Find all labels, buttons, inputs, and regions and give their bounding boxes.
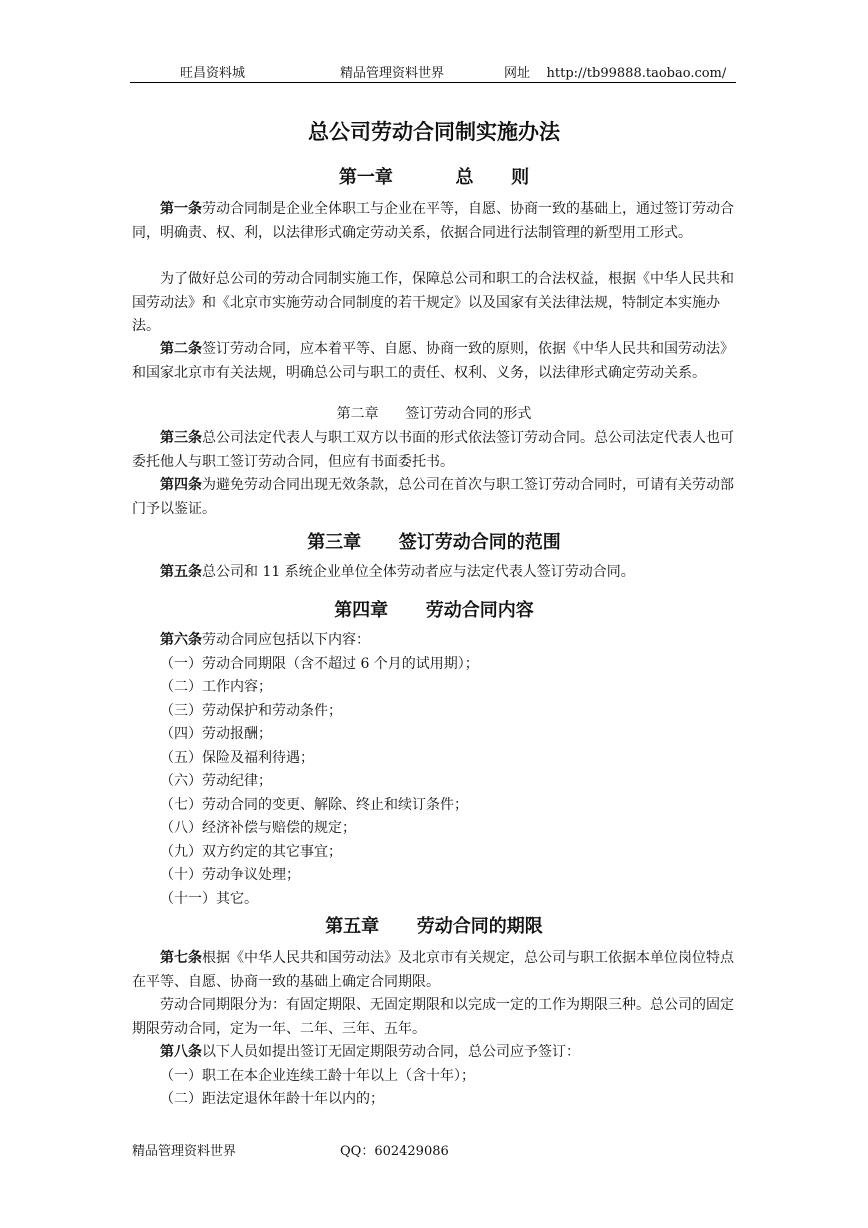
article-6-text: 劳动合同应包括以下内容： xyxy=(202,632,370,648)
list-item: （四）劳动报酬； xyxy=(160,726,272,742)
article-4-label: 第四条 xyxy=(160,477,202,493)
header-center: 精品管理资料世界 xyxy=(340,66,445,81)
list-item: （六）劳动纪律； xyxy=(160,773,272,789)
page-header xyxy=(130,62,736,83)
footer-qq: QQ：602429086 xyxy=(340,1144,449,1159)
chapter-5-heading: 第五章 劳动合同的期限 xyxy=(325,916,543,937)
article-1 xyxy=(132,198,742,245)
article-7 xyxy=(132,947,742,994)
header-url: 网址 http://tb99888.taobao.com/ xyxy=(504,66,727,81)
article-5-label: 第五条 xyxy=(160,564,202,580)
list-item: （九）双方约定的其它事宜； xyxy=(160,844,342,860)
article-5-text: 总公司和 11 系统企业单位全体劳动者应与法定代表人签订劳动合同。 xyxy=(202,564,635,580)
list-item: （七）劳动合同的变更、解除、终止和续订条件； xyxy=(160,797,468,813)
list-item: （八）经济补偿与赔偿的规定； xyxy=(160,820,356,836)
list-item: （三）劳动保护和劳动条件； xyxy=(160,703,342,719)
article-8 xyxy=(132,1041,742,1065)
chapter-3-heading: 第三章 签订劳动合同的范围 xyxy=(307,532,561,553)
list-item: （二）工作内容； xyxy=(160,679,272,695)
footer-left: 精品管理资料世界 xyxy=(132,1144,237,1159)
article-6 xyxy=(132,629,742,653)
list-item: （一）劳动合同期限（含不超过 6 个月的试用期）； xyxy=(160,656,479,672)
article-7-text: 根据《中华人民共和国劳动法》及北京市有关规定，总公司与职工依据本单位岗位特点在平等、自愿、协商一致的基础上确定合同期限。 xyxy=(132,950,734,990)
article-1-text: 劳动合同制是企业全体职工与企业在平等，自愿、协商一致的基础上，通过签订劳动合同，明确责、权、利，以法律形式确定劳动关系，依据合同进行法制管理的新型用工形式。 xyxy=(132,201,734,241)
list-item: （一）职工在本企业连续工龄十年以上（含十年）； xyxy=(160,1068,475,1084)
header-left: 旺昌资料城 xyxy=(180,66,246,81)
article-4 xyxy=(132,474,742,521)
chapter-2-heading: 第二章 签订劳动合同的形式 xyxy=(336,406,532,422)
article-7-label: 第七条 xyxy=(160,950,202,966)
article-3-text: 总公司法定代表人与职工双方以书面的形式依法签订劳动合同。总公司法定代表人也可委托他人与职工签订劳动合同，但应有书面委托书。 xyxy=(132,430,734,470)
article-4-text: 为避免劳动合同出现无效条款，总公司在首次与职工签订劳动合同时，可请有关劳动部门予以鉴证。 xyxy=(132,477,734,517)
document-title: 总公司劳动合同制实施办法 xyxy=(308,120,560,144)
article-8-label: 第八条 xyxy=(160,1044,202,1060)
article-3 xyxy=(132,427,742,474)
chapter-4-heading: 第四章 劳动合同内容 xyxy=(334,600,534,621)
article-2-label: 第二条 xyxy=(160,341,202,357)
article-1-label: 第一条 xyxy=(160,201,202,217)
article-6-label: 第六条 xyxy=(160,632,202,648)
article-5 xyxy=(132,561,742,585)
list-item: （五）保险及福利待遇； xyxy=(160,750,314,766)
list-item: （十）劳动争议处理； xyxy=(160,867,300,883)
list-item: （十一）其它。 xyxy=(160,891,258,907)
article-2 xyxy=(132,338,742,385)
term-paragraph: 劳动合同期限分为：有固定期限、无固定期限和以完成一定的工作为期限三种。总公司的固定期限劳动合同，定为一年、二年、三年、五年。 xyxy=(132,997,734,1037)
article-2-text: 签订劳动合同，应本着平等、自愿、协商一致的原则，依据《中华人民共和国劳动法》和国家北京市有关法规，明确总公司与职工的责任、权利、义务，以法律形式确定劳动关系。 xyxy=(132,341,734,381)
chapter-1-heading: 第一章 总 则 xyxy=(338,167,530,188)
article-3-label: 第三条 xyxy=(160,430,202,446)
list-item: （二）距法定退休年龄十年以内的； xyxy=(160,1091,384,1107)
purpose-paragraph: 为了做好总公司的劳动合同制实施工作，保障总公司和职工的合法权益，根据《中华人民共和国劳动法》和《北京市实施劳动合同制度的若干规定》以及国家有关法律法规，特制定本实施办法。 xyxy=(132,271,734,334)
article-8-text: 以下人员如提出签订无固定期限劳动合同，总公司应予签订： xyxy=(202,1044,580,1060)
